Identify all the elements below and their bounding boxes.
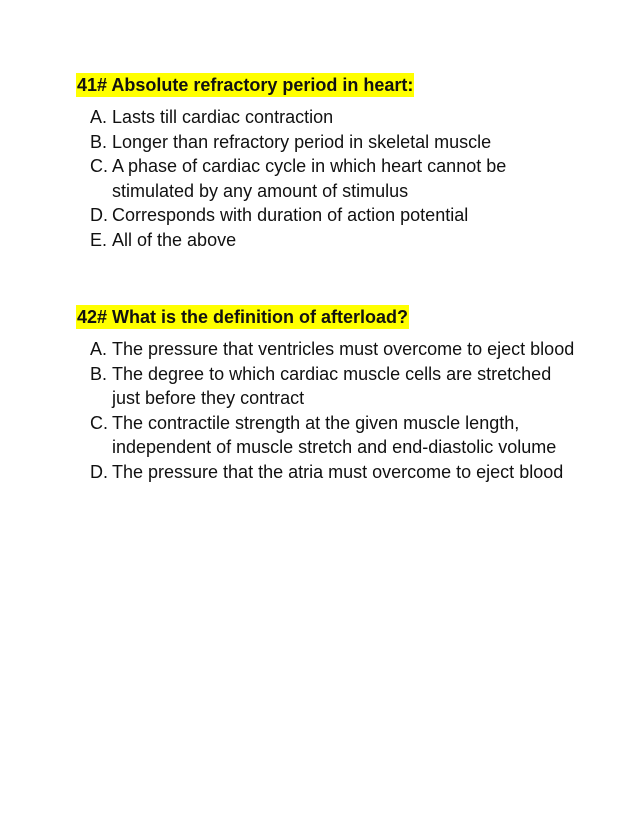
question-41 bbox=[76, 73, 576, 253]
option-b bbox=[90, 362, 576, 411]
question-title: 42# What is the definition of afterload? bbox=[77, 307, 409, 327]
option-letter: B. bbox=[90, 363, 108, 384]
option-a bbox=[90, 337, 576, 362]
option-text: A phase of cardiac cycle in which heart cannot be stimulated by any amount of stimulus bbox=[112, 156, 507, 201]
option-c bbox=[90, 411, 576, 460]
option-e bbox=[90, 228, 576, 253]
option-text: The pressure that the atria must overcome to eject blood bbox=[112, 461, 564, 482]
option-letter: D. bbox=[90, 461, 108, 482]
option-d bbox=[90, 460, 576, 485]
option-text: The contractile strength at the given muscle length, independent of muscle stretch and end-diastolic volume bbox=[112, 412, 557, 458]
option-a bbox=[90, 105, 576, 130]
option-text: The pressure that ventricles must overcome to eject blood bbox=[112, 339, 575, 359]
option-letter: A. bbox=[90, 339, 108, 359]
option-text: Longer than refractory period in skeletal muscle bbox=[112, 131, 492, 152]
option-letter: C. bbox=[90, 156, 108, 177]
option-b bbox=[90, 130, 576, 155]
option-text: All of the above bbox=[112, 229, 237, 250]
option-text: Corresponds with duration of action potential bbox=[112, 205, 469, 226]
question-title: 41# Absolute refractory period in heart: bbox=[77, 75, 414, 95]
option-letter: B. bbox=[90, 131, 108, 152]
option-text: Lasts till cardiac contraction bbox=[112, 107, 334, 127]
option-letter: C. bbox=[90, 412, 108, 433]
answer-options bbox=[90, 105, 576, 253]
option-letter: D. bbox=[90, 205, 108, 226]
option-letter: E. bbox=[90, 229, 108, 250]
option-letter: A. bbox=[90, 107, 108, 127]
option-text: The degree to which cardiac muscle cells are stretched just before they contract bbox=[112, 363, 552, 409]
option-c bbox=[90, 154, 576, 203]
answer-options bbox=[90, 337, 576, 485]
option-d bbox=[90, 203, 576, 228]
question-42 bbox=[76, 305, 576, 485]
